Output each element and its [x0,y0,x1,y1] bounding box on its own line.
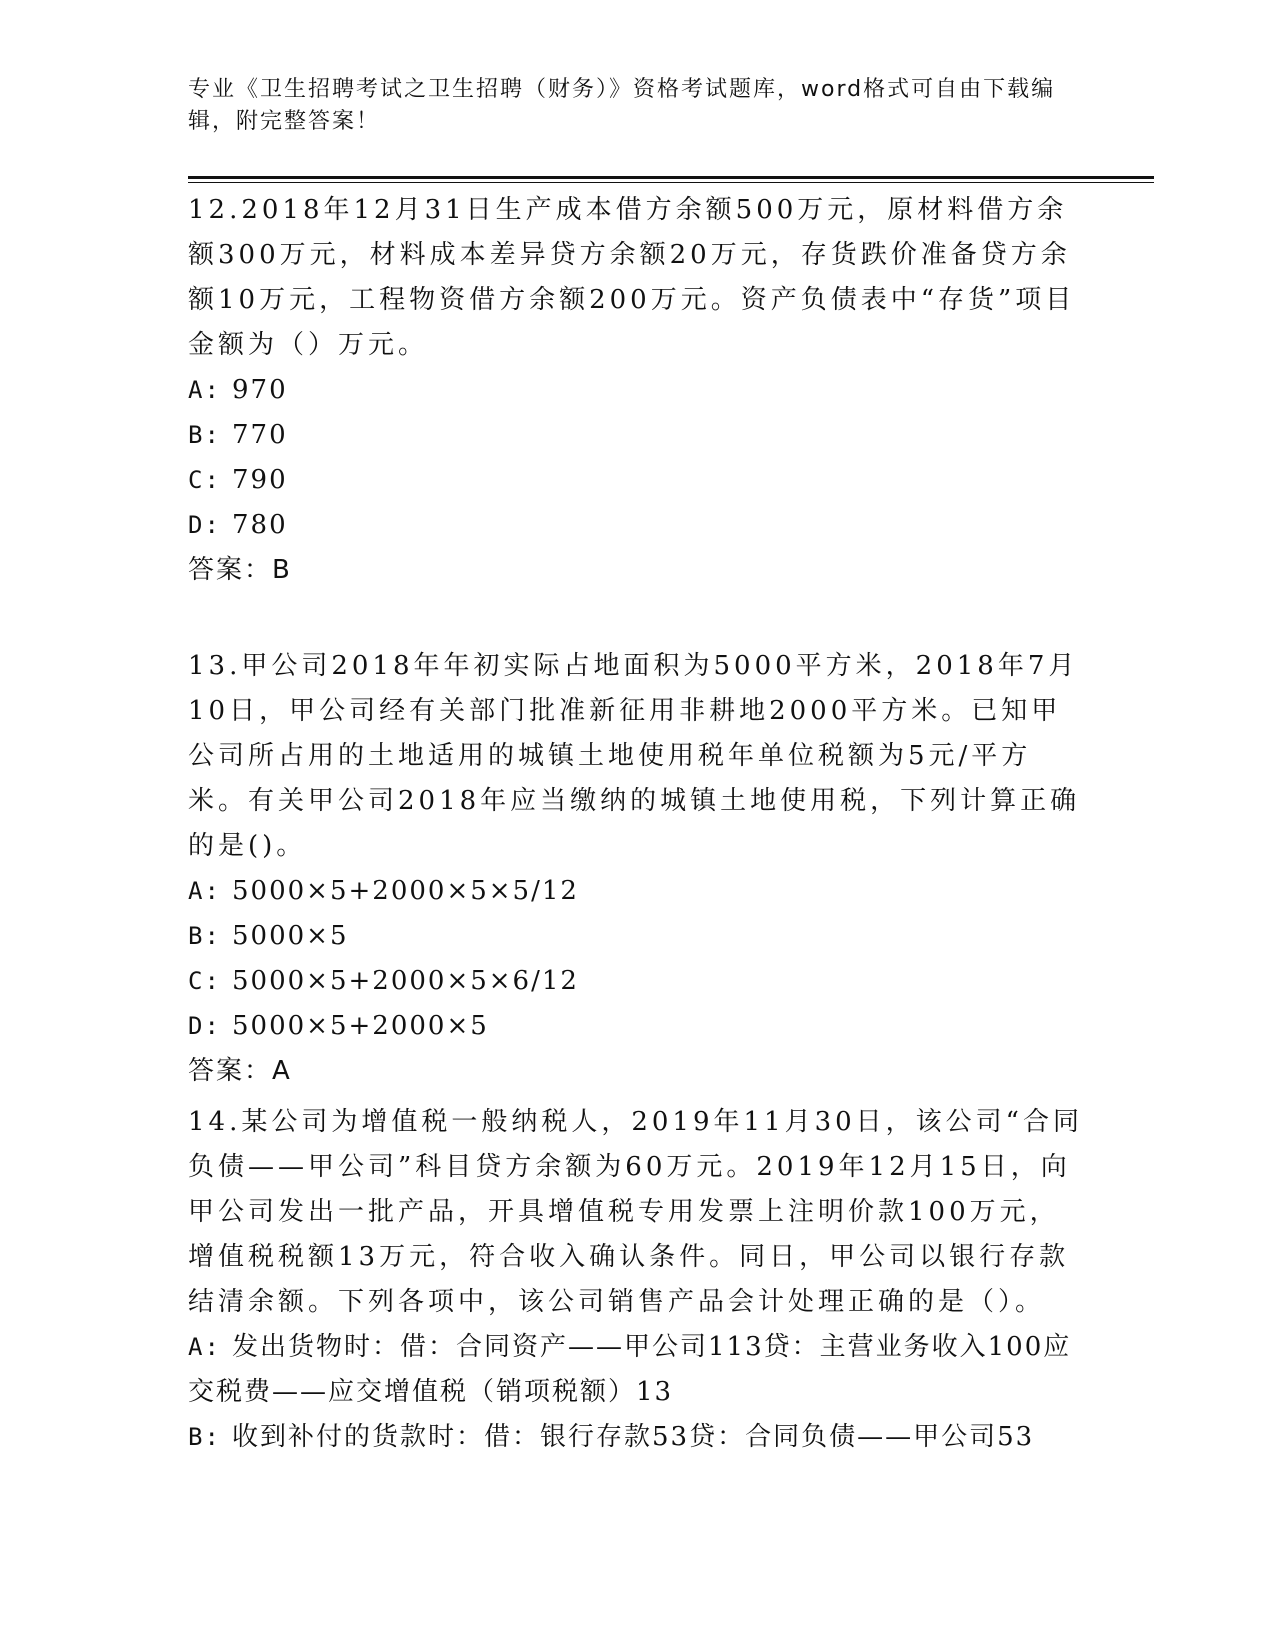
option-text: 770 [232,420,288,450]
answer-line: 答案：A [188,1056,292,1086]
option-a [188,869,1088,914]
option-text: 5000×5+2000×5×6/12 [232,966,579,996]
option-text: 发出货物时：借：合同资产——甲公司113贷：主营业务收入100应交税费——应交增值税（销项税额）13 [188,1332,1072,1407]
question-13 [188,644,1088,1094]
option-text: 5000×5+2000×5×5/12 [232,876,579,906]
option-c [188,959,1088,1004]
question-14 [188,1100,1088,1460]
option-letter: A: [188,1333,221,1361]
document-header: 专业《卫生招聘考试之卫生招聘（财务）》资格考试题库，word格式可自由下载编辑，附完整答案！ [188,77,1056,134]
option-letter: C: [188,967,221,995]
question-stem: 12.2018年12月31日生产成本借方余额500万元，原材料借方余额300万元，材料成本差异贷方余额20万元，存货跌价准备贷方余额10万元，工程物资借方余额200万元。资产负债表中“存货”项目金额为（）万元。 [188,195,1076,360]
question-stem: 14.某公司为增值税一般纳税人，2019年11月30日，该公司“合同负债——甲公司”科目贷方余额为60万元。2019年12月15日，向甲公司发出一批产品，开具增值税专用发票上注明价款100万元，增值税税额13万元，符合收入确认条件。同日，甲公司以银行存款结清余额。下列各项中，该公司销售产品会计处理正确的是（）。 [188,1107,1083,1317]
option-a [188,1325,1088,1415]
option-text: 970 [232,375,288,405]
option-b [188,413,1088,458]
option-letter: B: [188,922,221,950]
option-a [188,368,1088,413]
option-letter: C: [188,466,221,494]
option-d [188,1004,1088,1049]
header-divider-thick [188,176,1154,179]
option-text: 790 [232,465,288,495]
answer-line: 答案：B [188,555,292,585]
option-letter: B: [188,1423,221,1451]
option-b [188,914,1088,959]
option-letter: A: [188,877,221,905]
option-letter: D: [188,511,221,539]
option-text: 5000×5+2000×5 [232,1011,489,1041]
option-b [188,1415,1088,1460]
header-divider-thin [188,182,1154,183]
question-12 [188,188,1088,593]
option-letter: B: [188,421,221,449]
option-text: 收到补付的货款时：借：银行存款53贷：合同负债——甲公司53 [232,1422,1035,1452]
option-text: 5000×5 [232,921,349,951]
option-text: 780 [232,510,288,540]
option-d [188,503,1088,548]
option-letter: D: [188,1012,221,1040]
option-c [188,458,1088,503]
question-stem: 13.甲公司2018年年初实际占地面积为5000平方米，2018年7月10日，甲公司经有关部门批准新征用非耕地2000平方米。已知甲公司所占用的土地适用的城镇土地使用税年单位税额为5元/平方米。有关甲公司2018年应当缴纳的城镇土地使用税，下列计算正确的是()。 [188,651,1081,861]
option-letter: A: [188,376,221,404]
